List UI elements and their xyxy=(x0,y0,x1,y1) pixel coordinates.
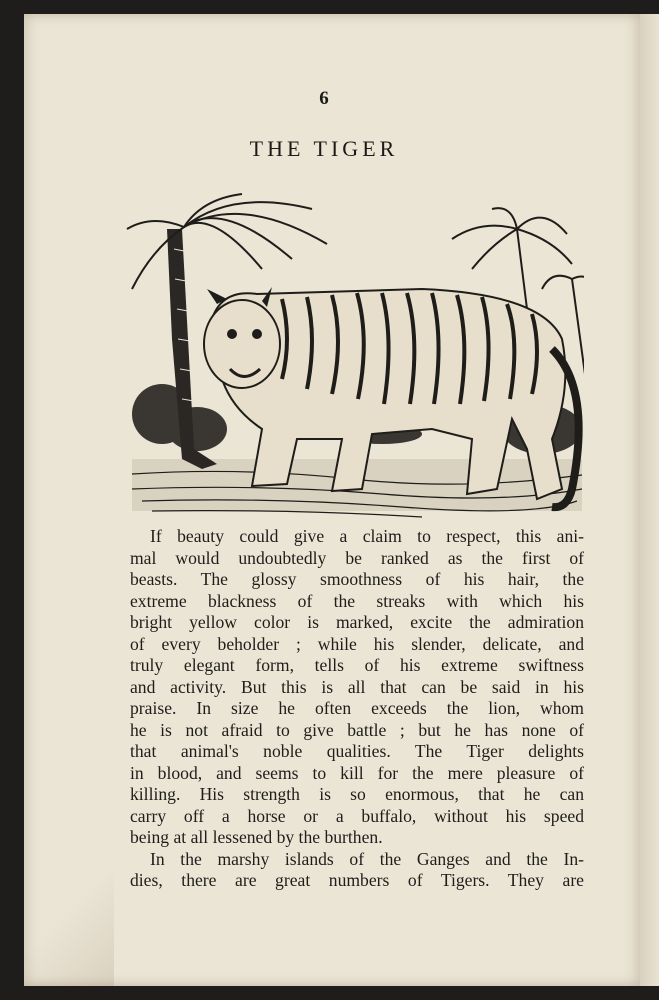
tiger-illustration xyxy=(122,189,584,529)
text-line: bright yellow color is marked, excite the admiration xyxy=(130,612,584,632)
text-line: truly elegant form, tells of his extreme swiftness xyxy=(130,655,584,675)
text-line: extreme blackness of the streaks with which his xyxy=(130,590,584,611)
book-page xyxy=(24,14,644,986)
text-line: in blood, and seems to kill for the mere pleasure of xyxy=(130,762,584,783)
text-line: mal would undoubtedly be ranked as the first of xyxy=(130,547,584,568)
text-line: carry off a horse or a buffalo, without his speed xyxy=(130,805,584,826)
text-line: beasts. The glossy smoothness of his hair, the xyxy=(130,569,584,589)
text-line: praise. In size he often exceeds the lion, whom xyxy=(130,698,584,718)
page-title: THE TIGER xyxy=(249,136,399,161)
next-page-edge xyxy=(640,14,659,986)
body-text xyxy=(130,526,584,892)
text-line: that animal's noble qualities. The Tiger delights xyxy=(130,741,584,761)
page-number: 6 xyxy=(319,88,329,109)
text-line: In the marshy islands of the Ganges and the In- xyxy=(150,848,584,869)
text-line: he is not afraid to give battle ; but he has none of xyxy=(130,719,584,740)
page-corner-fold xyxy=(24,870,114,986)
text-line: dies, there are great numbers of Tigers. They are xyxy=(130,870,584,890)
text-line: and activity. But this is all that can be said in his xyxy=(130,676,584,697)
text-line: of every beholder ; while his slender, delicate, and xyxy=(130,633,584,654)
text-line: being at all lessened by the burthen. xyxy=(130,827,383,847)
text-line: If beauty could give a claim to respect, this ani- xyxy=(150,526,584,546)
text-line: killing. His strength is so enormous, that he can xyxy=(130,784,584,804)
